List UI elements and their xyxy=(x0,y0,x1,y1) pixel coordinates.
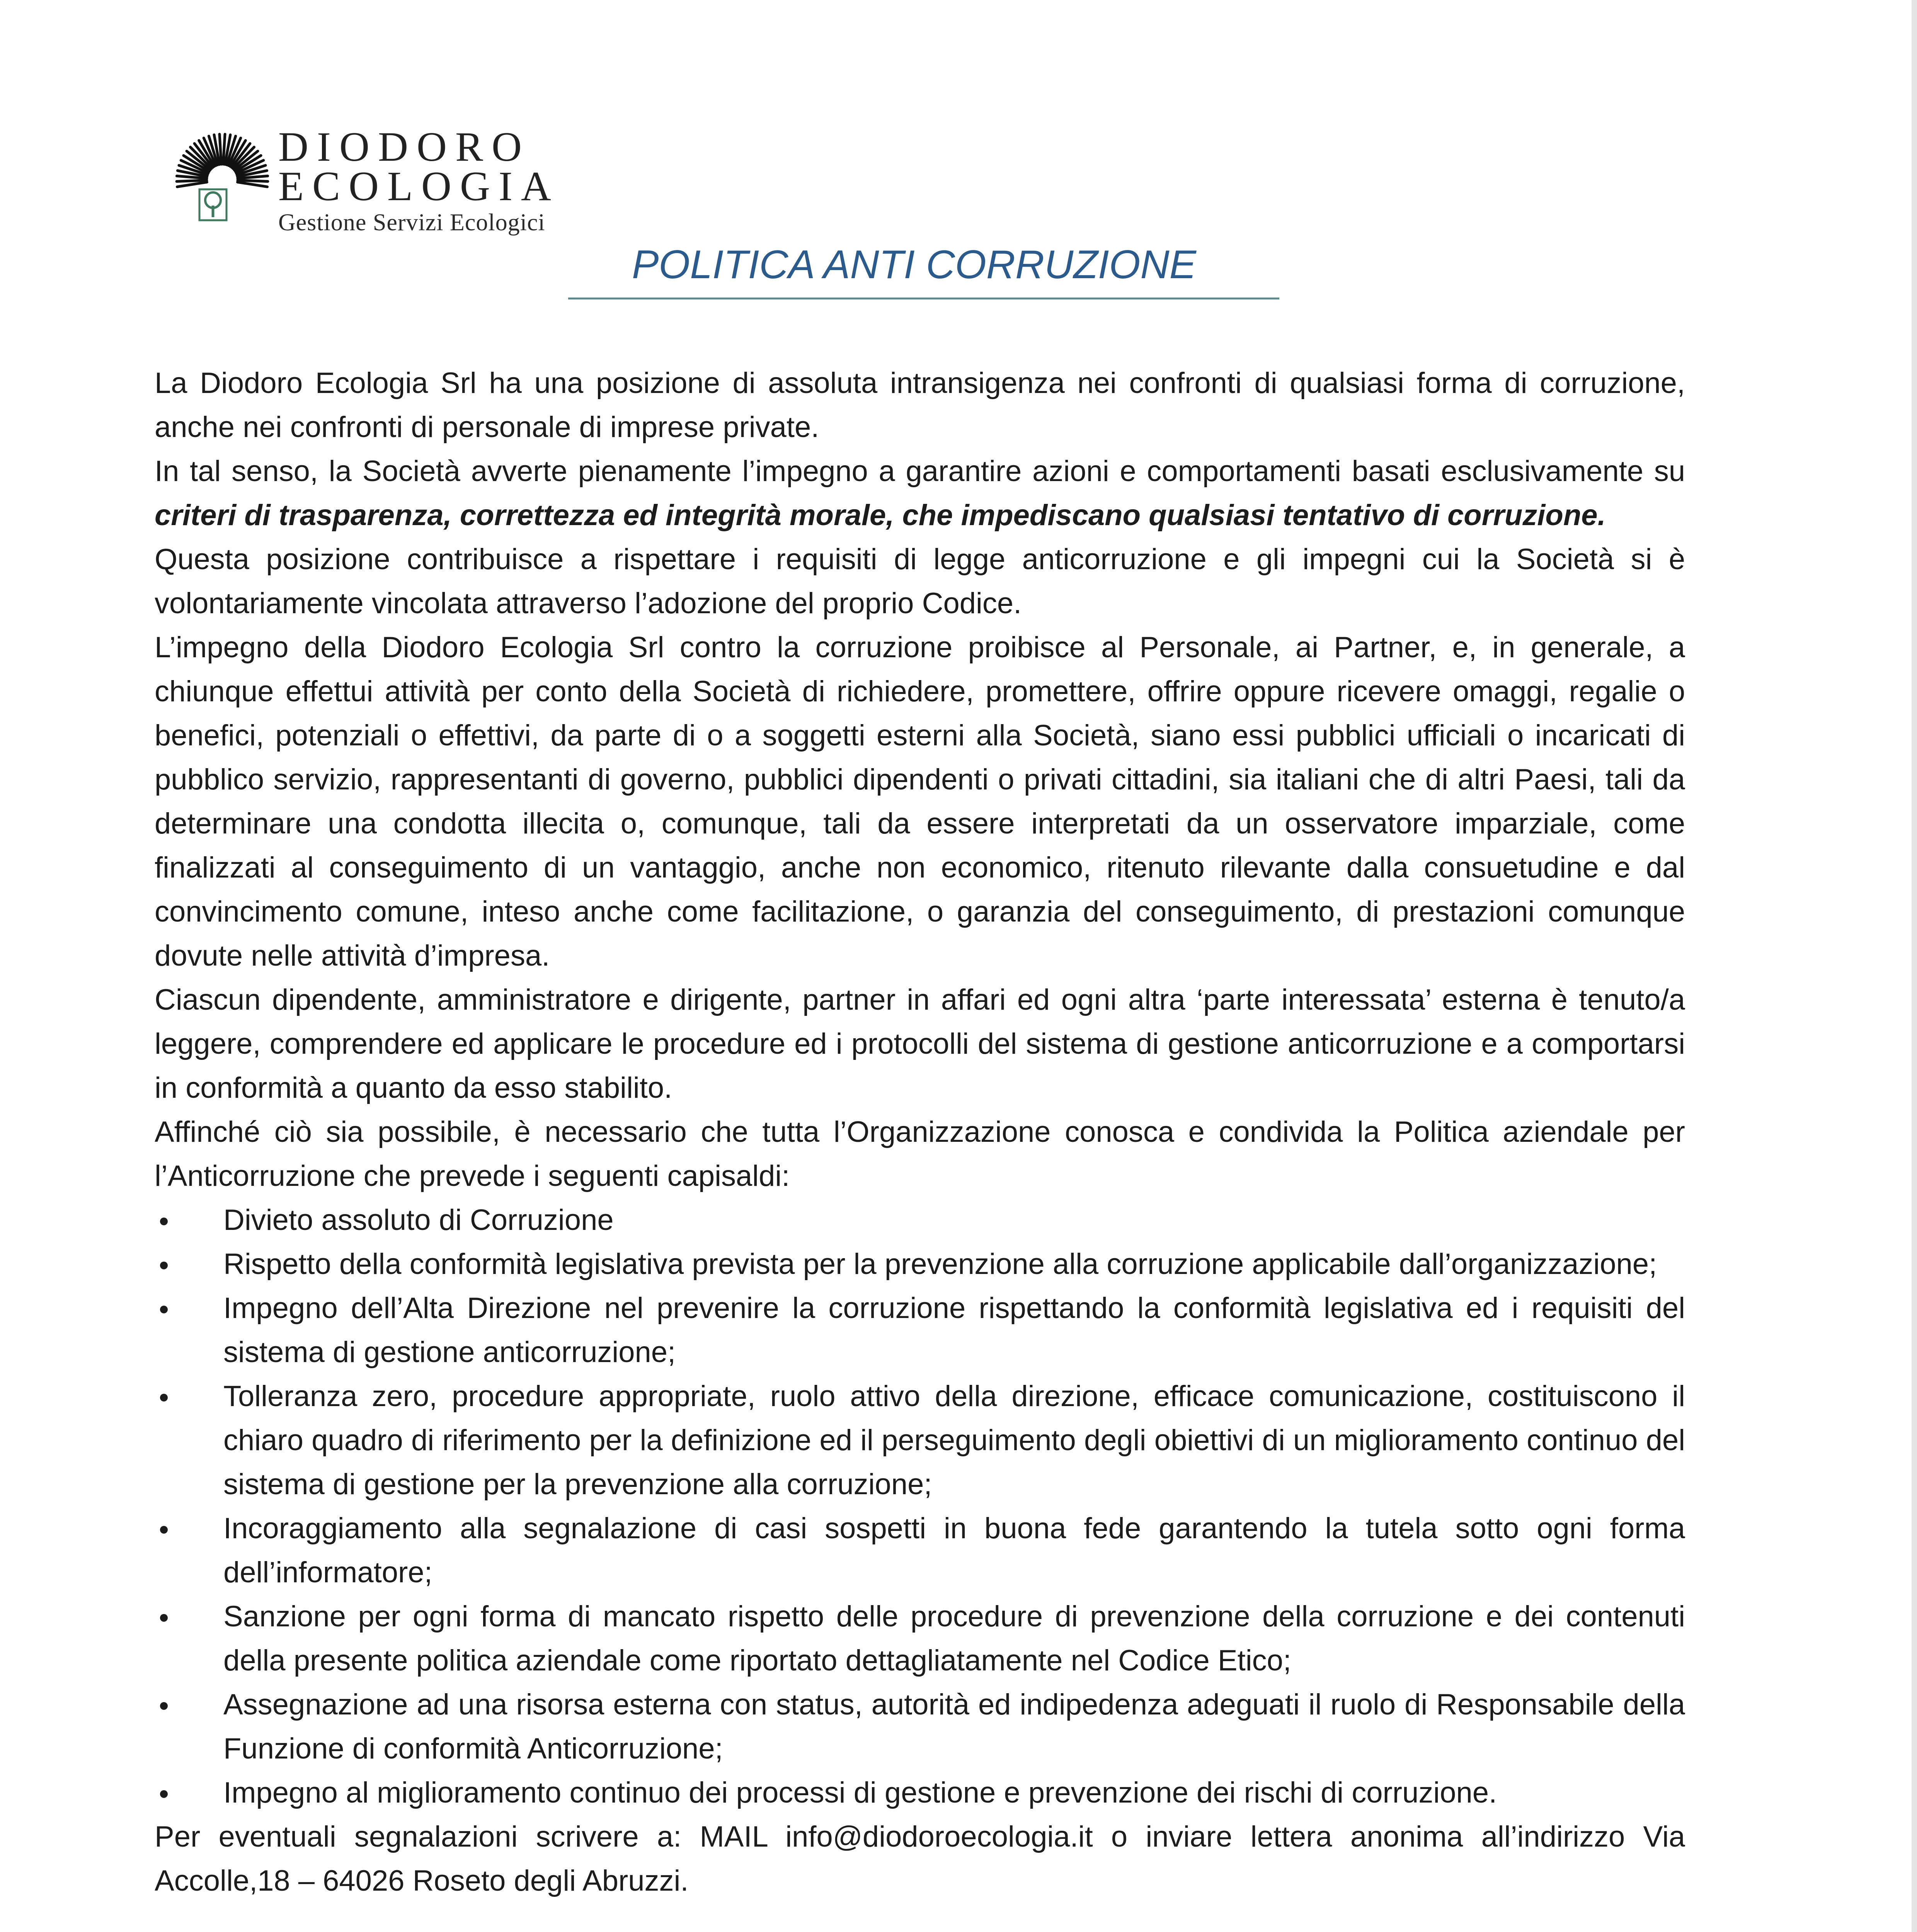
logo-text xyxy=(278,124,560,239)
scan-edge-shadow xyxy=(1912,0,1917,1932)
paragraph-obligations: Ciascun dipendente, amministratore e dirigente, partner in affari ed ogni altra ‘parte interessata’ esterna è tenuto/a leggere, comprendere ed applicare le procedure ed i protocolli del sistema di gestione anticorruzione e a comportarsi in conformità a quanto da esso stabilito. xyxy=(155,983,1685,1104)
list-item: Divieto assoluto di Corruzione xyxy=(155,1198,1685,1242)
logo-name-line1: DIODORO xyxy=(278,124,530,170)
list-item: Sanzione per ogni forma di mancato rispetto delle procedure di prevenzione della corruzione e dei contenuti della presente politica aziendale come riportato dettagliatamente nel Codice Etico; xyxy=(155,1595,1685,1683)
logo-tagline: Gestione Servizi Ecologici xyxy=(278,209,545,236)
principles-list xyxy=(155,1198,1685,1815)
paragraph-commitment-text: In tal senso, la Società avverte pienamente l’impegno a garantire azioni e comportamenti basati esclusivamente su xyxy=(155,455,1685,488)
document-body xyxy=(155,361,1685,1903)
list-item: Assegnazione ad una risorsa esterna con status, autorità ed indipedenza adeguati il ruolo di Responsabile della Funzione di conformità Anticorruzione; xyxy=(155,1683,1685,1771)
paragraph-commitment xyxy=(155,449,1685,537)
list-item: Incoraggiamento alla segnalazione di casi sospetti in buona fede garantendo la tutela sotto ogni forma dell’informatore; xyxy=(155,1507,1685,1595)
list-item: Impegno al miglioramento continuo dei processi di gestione e prevenzione dei rischi di corruzione. xyxy=(155,1771,1685,1815)
list-item: Rispetto della conformità legislativa prevista per la prevenzione alla corruzione applicabile dall’organizzazione; xyxy=(155,1242,1685,1286)
list-item: Impegno dell’Alta Direzione nel prevenire la corruzione rispettando la conformità legislativa ed i requisiti del sistema di gestione anticorruzione; xyxy=(155,1286,1685,1374)
paragraph-commitment-emphasis: criteri di trasparenza, correttezza ed integrità morale, che impediscano qualsiasi tentativo di corruzione. xyxy=(155,499,1606,532)
list-item: Tolleranza zero, procedure appropriate, ruolo attivo della direzione, efficace comunicazione, costituiscono il chiaro quadro di riferimento per la definizione ed il perseguimento degli obiettivi di un miglioramento continuo del sistema di gestione per la prevenzione alla corruzione; xyxy=(155,1374,1685,1507)
paragraph-prohibition: L’impegno della Diodoro Ecologia Srl contro la corruzione proibisce al Personale, ai Partner, e, in generale, a chiunque effettui attività per conto della Società di richiedere, promettere, offrire oppure ricevere omaggi, regalie o benefici, potenziali o effettivi, da parte di o a soggetti esterni alla Società, siano essi pubblici ufficiali o incaricati di pubblico servizio, rappresentanti di governo, pubblici dipendenti o privati cittadini, sia italiani che di altri Paesi, tali da determinare una condotta illecita o, comunque, tali da essere interpretati da un osservatore imparziale, come finalizzati al conseguimento di un vantaggio, anche non economico, ritenuto rilevante dalla consuetudine e dal convincimento comune, inteso anche come facilitazione, o garanzia del conseguimento, di prestazioni comunque dovute nelle attività d’impresa. xyxy=(155,631,1685,972)
paragraph-principles-intro: Affinché ciò sia possibile, è necessario che tutta l’Organizzazione conosca e condivida la Politica aziendale per l’Anticorruzione che prevede i seguenti capisaldi: xyxy=(155,1116,1685,1192)
contact-paragraph: Per eventuali segnalazioni scrivere a: MAIL info@diodoroecologia.it o inviare lettera anonima all’indirizzo Via Accolle,18 – 64026 Roseto degli Abruzzi. xyxy=(155,1820,1685,1897)
paragraph-intro: La Diodoro Ecologia Srl ha una posizione di assoluta intransigenza nei confronti di qualsiasi forma di corruzione, anche nei confronti di personale di imprese private. xyxy=(155,367,1685,444)
title-underline xyxy=(568,298,1279,299)
logo-sunburst-tree-icon xyxy=(174,131,271,224)
logo-name-line2: ECOLOGIA xyxy=(278,163,560,209)
document-title: POLITICA ANTI CORRUZIONE xyxy=(632,242,1196,287)
paragraph-requirements: Questa posizione contribuisce a rispettare i requisiti di legge anticorruzione e gli impegni cui la Società si è volontariamente vincolata attraverso l’adozione del proprio Codice. xyxy=(155,543,1685,620)
